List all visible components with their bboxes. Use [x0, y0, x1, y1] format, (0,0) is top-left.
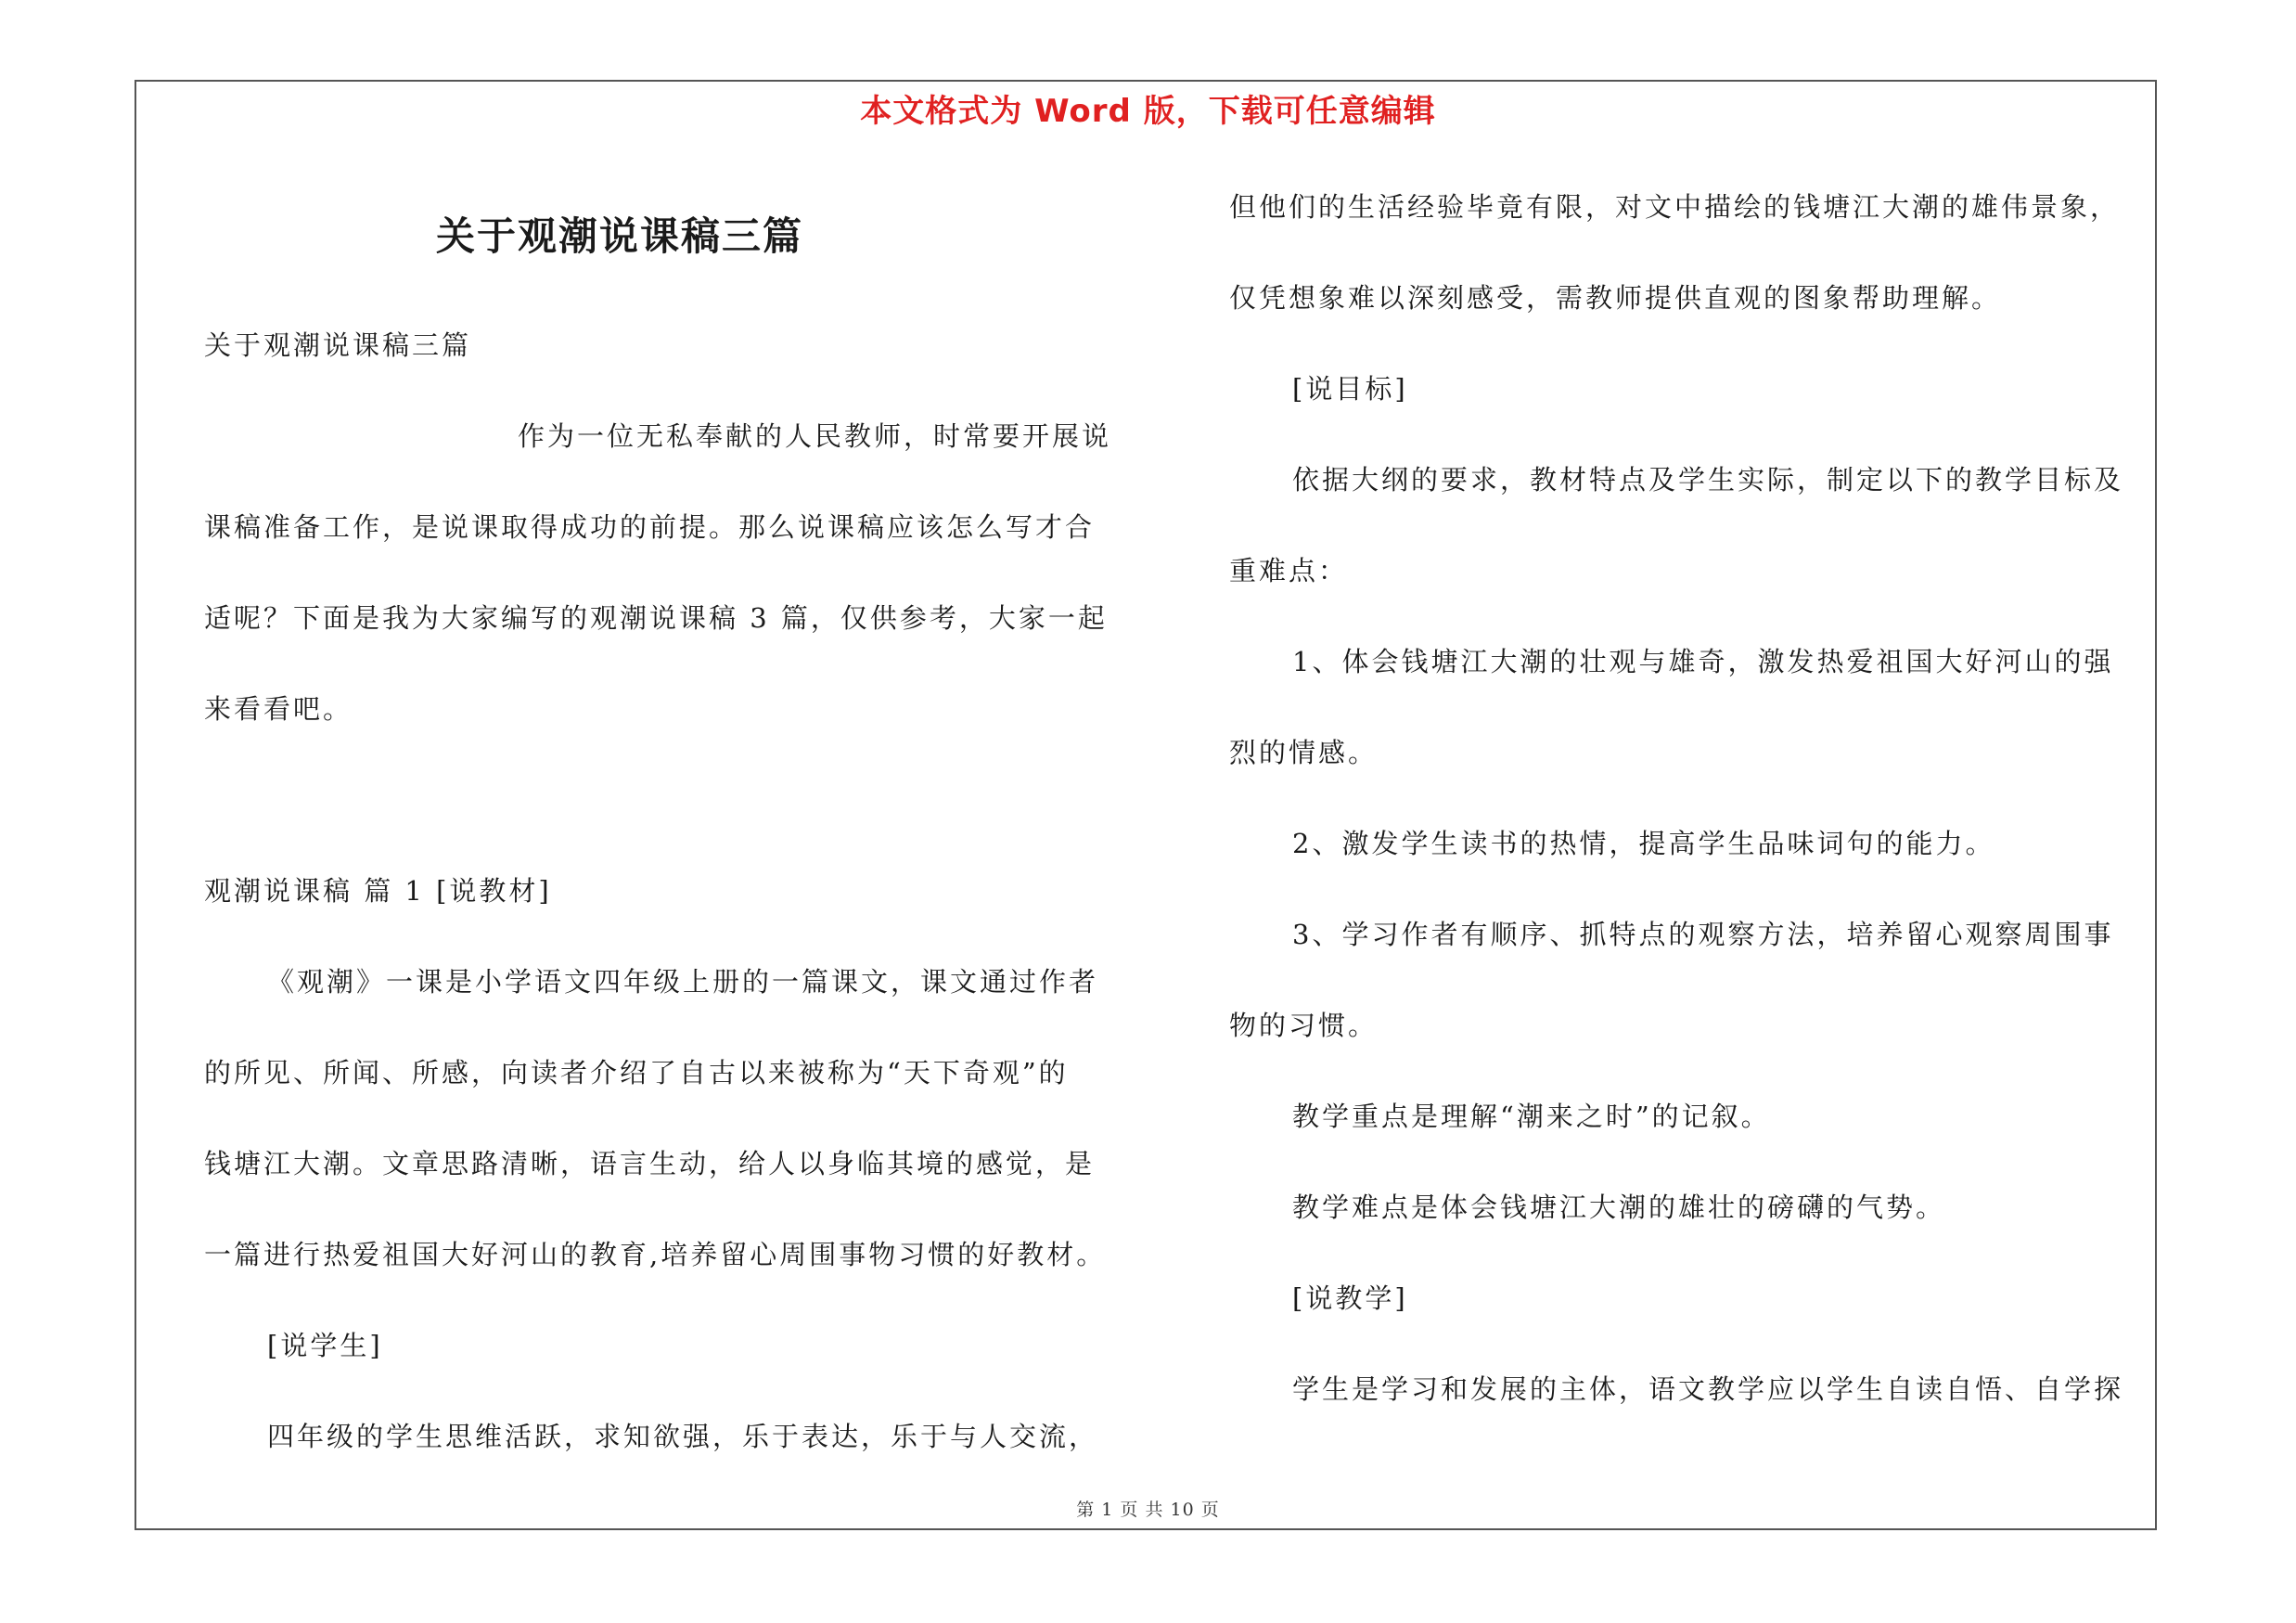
paragraph-line: 课稿准备工作，是说课取得成功的前提。那么说课稿应该怎么写才合 [204, 511, 1096, 543]
section-heading: [说学生] [267, 1330, 383, 1361]
paragraph-line: 物的习惯。 [1229, 1010, 1379, 1041]
paragraph-line: 学生是学习和发展的主体，语文教学应以学生自读自悟、自学探 [1292, 1373, 2124, 1405]
paragraph-line: 3、学习作者有顺序、抓特点的观察方法，培养留心观察周围事 [1292, 919, 2114, 950]
format-banner: 本文格式为 Word 版，下载可任意编辑 [860, 93, 1436, 130]
paragraph-line: 依据大纲的要求，教材特点及学生实际，制定以下的教学目标及 [1292, 464, 2124, 496]
paragraph-line: 教学难点是体会钱塘江大潮的雄壮的磅礴的气势。 [1292, 1191, 1946, 1223]
section-heading: 观潮说课稿 篇 1 [说教材] [204, 875, 552, 907]
paragraph-line: 适呢？下面是我为大家编写的观潮说课稿 3 篇，仅供参考，大家一起 [204, 602, 1108, 634]
paragraph-line: 一篇进行热爱祖国大好河山的教育,培养留心周围事物习惯的好教材。 [204, 1239, 1107, 1270]
section-heading: [说教学] [1292, 1282, 1408, 1314]
page-footer: 第 1 页 共 10 页 [1076, 1500, 1220, 1520]
paragraph-line: 作为一位无私奉献的人民教师，时常要开展说 [518, 420, 1112, 452]
section-heading: [说目标] [1292, 373, 1408, 405]
left-column [204, 328, 1132, 1511]
paragraph-line: 1、体会钱塘江大潮的壮观与雄奇，激发热爱祖国大好河山的强 [1292, 646, 2114, 677]
paragraph-line: 2、激发学生读书的热情，提高学生品味词句的能力。 [1292, 828, 1995, 859]
paragraph-line: 《观潮》一课是小学语文四年级上册的一篇课文，课文通过作者 [267, 966, 1099, 998]
paragraph-line: 烈的情感。 [1229, 737, 1379, 768]
paragraph-line: 教学重点是理解“潮来之时”的记叙。 [1292, 1101, 1771, 1132]
paragraph-line: 钱塘江大潮。文章思路清晰，语言生动，给人以身临其境的感觉，是 [204, 1148, 1096, 1179]
paragraph-line: 的所见、所闻、所感，向读者介绍了自古以来被称为“天下奇观”的 [204, 1057, 1069, 1088]
right-column [1229, 190, 2166, 1463]
blank-line [204, 783, 1132, 874]
paragraph-line: 关于观潮说课稿三篇 [204, 329, 472, 361]
paragraph-line: 四年级的学生思维活跃，求知欲强，乐于表达，乐于与人交流， [267, 1421, 1099, 1452]
document-title: 关于观潮说课稿三篇 [436, 213, 804, 259]
paragraph-line: 来看看吧。 [204, 693, 353, 725]
paragraph-line: 重难点： [1229, 555, 1349, 586]
paragraph-line: 但他们的生活经验毕竟有限，对文中描绘的钱塘江大潮的雄伟景象， [1229, 191, 2121, 223]
paragraph-line: 仅凭想象难以深刻感受，需教师提供直观的图象帮助理解。 [1229, 282, 2002, 314]
